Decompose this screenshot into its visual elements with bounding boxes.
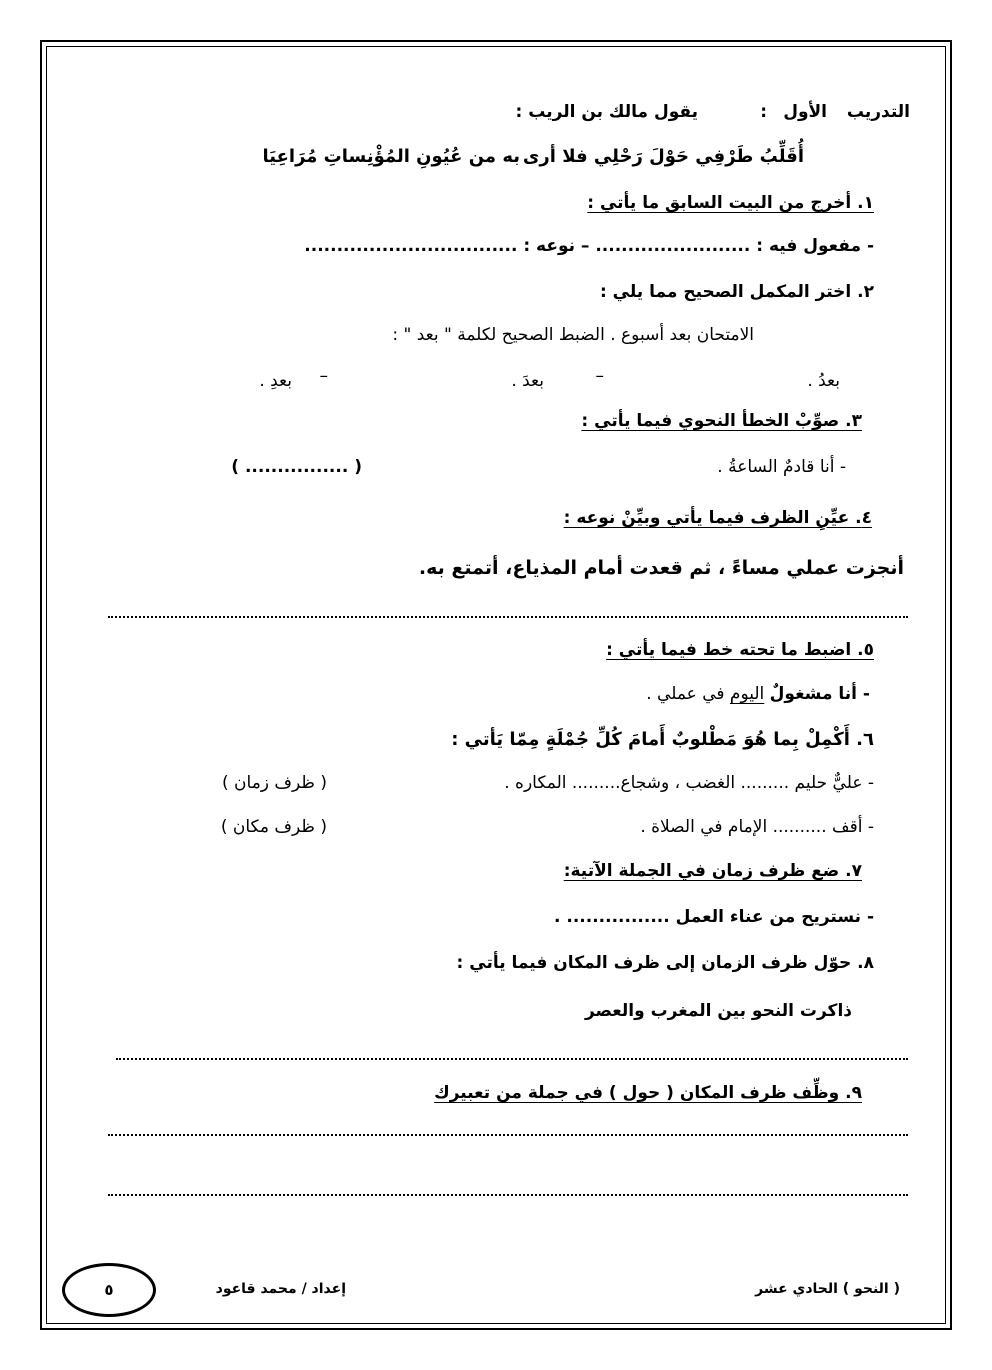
q2-title: ٢. اختر المكمل الصحيح مما يلي :: [599, 282, 874, 302]
page-number: ٥: [104, 1281, 114, 1299]
training-colon: :: [760, 102, 767, 122]
q4-answer-line: [108, 616, 908, 618]
q6-title: ٦. أَكْمِلْ بِما هُوَ مَطْلوبٌ أَمامَ كُلِّ جُمْلَةٍ مِمّا يَأتي :: [451, 729, 874, 750]
training-intro: يقول مالك بن الريب :: [515, 102, 698, 122]
q5-sentence-before: - أنا مشغولٌ: [769, 684, 870, 704]
q3-title: ٣. صوِّبْ الخطأ النحوي فيما يأتي :: [581, 411, 862, 431]
q8-title: ٨. حوّل ظرف الزمان إلى ظرف المكان فيما يأتي :: [456, 953, 874, 973]
q2-option-separator: –: [319, 366, 328, 386]
q3-sentence: - أنا قادمٌ الساعةُ .: [717, 457, 846, 477]
q6-item-hint: ( ظرف زمان ): [222, 773, 327, 793]
verse-second-half: به من عُيُونِ المُؤْنِساتِ مُرَاعِيَا: [262, 146, 520, 167]
q9-answer-line: [108, 1194, 908, 1196]
q6-item-sentence: - أقف .......... الإمام في الصلاة .: [640, 817, 874, 837]
q3-answer: ( ................ ): [231, 457, 362, 477]
q2-option: بعدُ .: [807, 371, 840, 391]
footer-author: إعداد / محمد قاعود: [215, 1281, 346, 1297]
q8-answer-line: [116, 1058, 908, 1060]
q9-title: ٩. وظِّف ظرف المكان ( حول ) في جملة من تعبيرك: [434, 1083, 862, 1103]
q7-sentence: - نستريح من عناء العمل ................ .: [553, 907, 874, 927]
q8-sentence: ذاكرت النحو بين المغرب والعصر: [584, 1001, 852, 1021]
q1-answer-line: - مفعول فيه : ........................ – نوعه : .................................: [304, 236, 874, 256]
q5-title: ٥. اضبط ما تحته خط فيما يأتي :: [606, 640, 874, 660]
q2-option-separator: –: [595, 366, 604, 386]
q9-answer-line: [108, 1134, 908, 1136]
q4-title: ٤. عيِّنِ الظرف فيما يأتي وبيِّنْ نوعه :: [563, 508, 872, 528]
q2-prompt: الامتحان بعد أسبوع . الضبط الصحيح لكلمة " بعد " :: [392, 325, 754, 345]
footer-subject: ( النحو ) الحادي عشر: [755, 1281, 900, 1297]
training-label: التدريب: [846, 102, 910, 122]
q6-item-sentence: - عليٌّ حليم ......... الغضب ، وشجاع......... المكاره .: [504, 773, 874, 793]
q2-option: بعدِ .: [259, 371, 292, 391]
q4-sentence: أنجزت عملي مساءً ، ثم قعدت أمام المذياع، أتمتع به.: [418, 557, 904, 579]
training-number: الأول: [783, 102, 827, 122]
verse-first-half: أُقَلِّبُ طَرْفِي حَوْلَ رَحْلِي فلا أرى: [522, 146, 804, 167]
q5-sentence-after: في عملي .: [646, 684, 725, 704]
q5-sentence: [646, 686, 870, 703]
q6-item-hint: ( ظرف مكان ): [220, 817, 327, 837]
q2-option: بعدَ .: [511, 371, 544, 391]
q7-title: ٧. ضع ظرف زمان في الجملة الآتية:: [563, 861, 862, 881]
q5-underlined-word: اليوم: [729, 684, 765, 704]
q1-title: ١. أخرج من البيت السابق ما يأتي :: [587, 193, 874, 213]
